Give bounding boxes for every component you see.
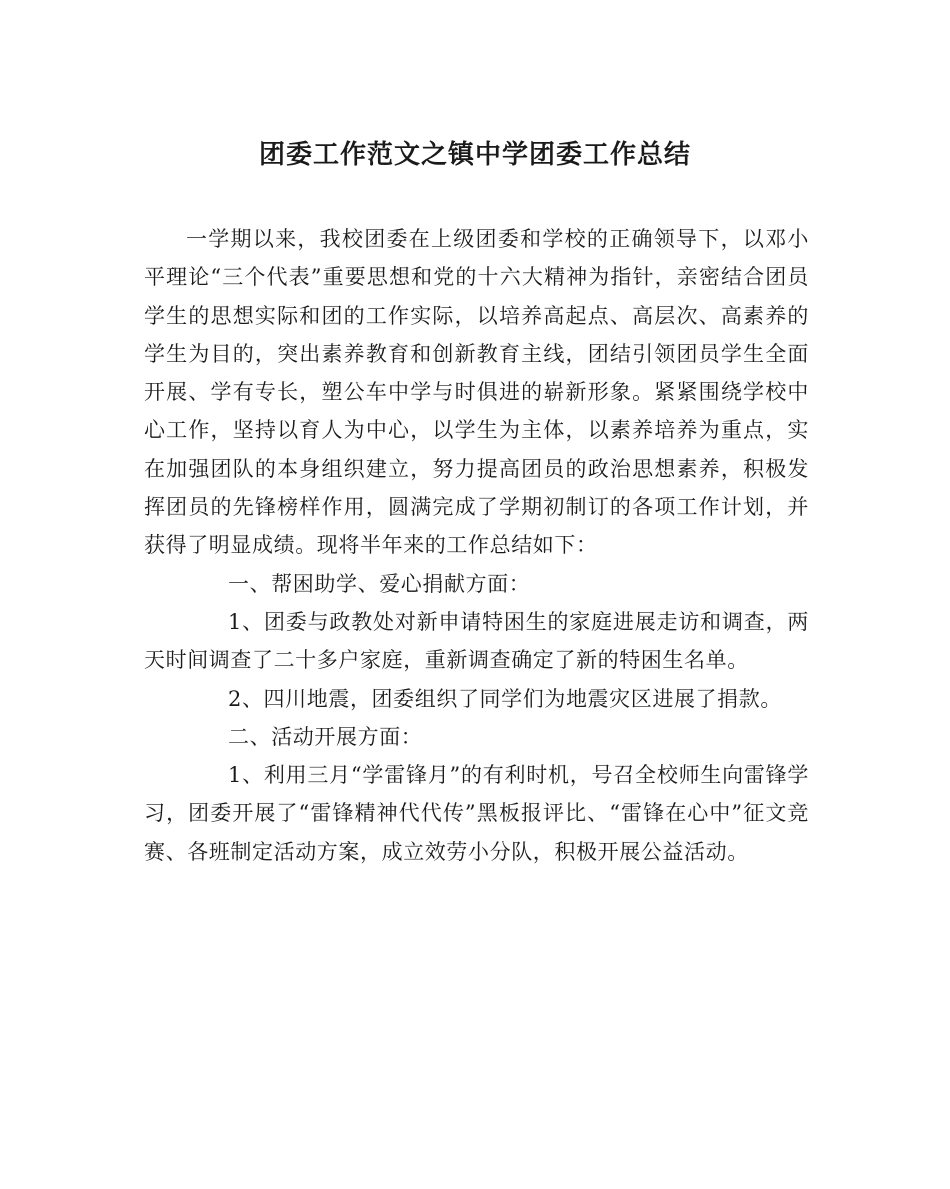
paragraph-1-2: 2、四川地震，团委组织了同学们为地震灾区进展了捐款。 — [228, 686, 782, 711]
document-title: 团委工作范文之镇中学团委工作总结 — [258, 140, 691, 170]
paragraph-2-1: 1、利用三月“学雷锋月”的有利时机，号召全校师生向雷锋学习，团委开展了“雷锋精神代代传”黑板报评比、“雷锋在心中”征文竞赛、各班制定活动方案，成立效劳小分队，积极开展公益活动。 — [144, 763, 809, 864]
paragraph-intro: 一学期以来，我校团委在上级团委和学校的正确领导下，以邓小平理论“三个代表”重要思想和党的十六大精神为指针，亲密结合团员学生的思想实际和团的工作实际，以培养高起点、高层次、高素养的学生为目的，突出素养教育和创新教育主线，团结引领团员学生全面开展、学有专长，塑公车中学与时俱进的崭新形象。紧紧围绕学校中心工作，坚持以育人为中心，以学生为主体，以素养培养为重点，实在加强团队的本身组织建立，努力提高团员的政治思想素养，积极发挥团员的先锋榜样作用，圆满完成了学期初制订的各项工作计划，并获得了明显成绩。现将半年来的工作总结如下： — [144, 227, 809, 558]
section-heading-1: 一、帮困助学、爱心捐献方面： — [228, 571, 531, 596]
paragraph-1-1: 1、团委与政教处对新申请特困生的家庭进展走访和调查，两天时间调查了二十多户家庭，重新调查确定了新的特困生名单。 — [144, 609, 809, 673]
document-body — [144, 220, 809, 871]
section-heading-2: 二、活动开展方面： — [228, 724, 423, 749]
